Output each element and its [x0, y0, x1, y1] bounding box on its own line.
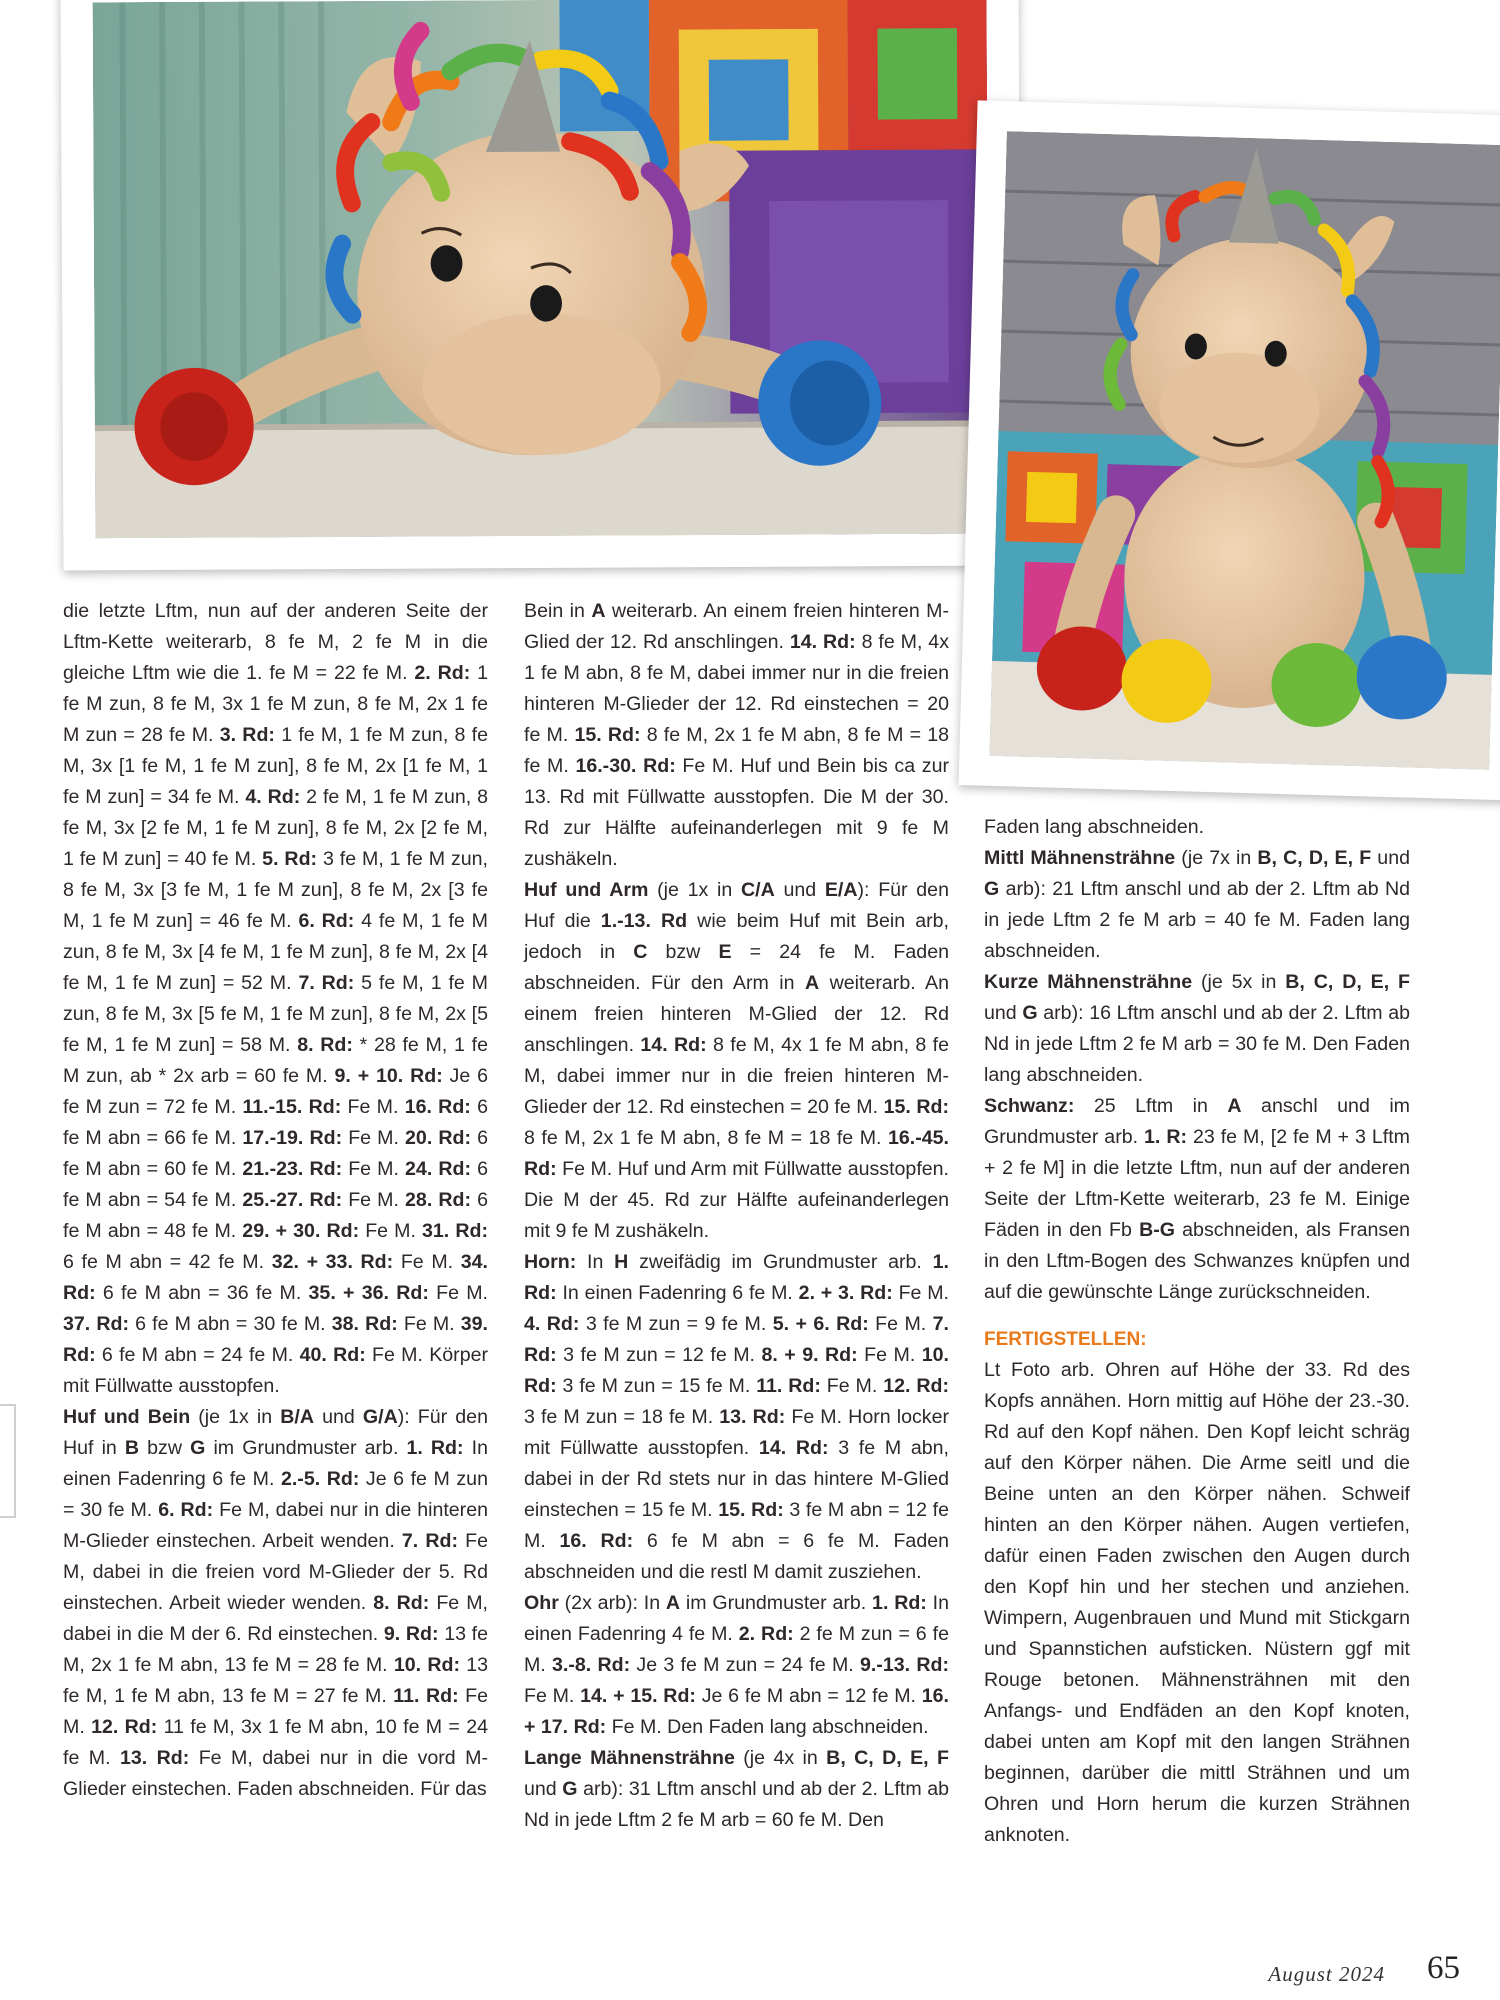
page-number: 65 — [1427, 1950, 1460, 1986]
unicorn-lying-illustration — [93, 0, 990, 538]
section-kurze-maehne: Kurze Mähnensträhne (je 5x in B, C, D, E, F und G arb): 16 Lftm anschl und ab der 2. Lftm ab Nd in jede Lftm 2 fe M arb = 30 fe M. Den Faden lang abschneiden. — [984, 971, 1411, 1086]
pattern-text-body: die letzte Lftm, nun auf der anderen Seite der Lftm-Kette weiterarb, 8 fe M, 2 fe M in die gleiche Lftm wie die 1. fe M = 22 fe M. 2. Rd: 1 fe M zun, 8 fe M, 3x 1 fe M zun, 8 fe M, 2x 1 fe M zun = 28 fe M. 3. Rd: 1 fe M, 1 fe M zun, 8 fe M, 3x [1 fe M, 1 fe M zun], 8 fe M, 2x [1 fe M, 1 fe M zun] = 34 fe M. 4. Rd: 2 fe M, 1 fe M zun, 8 fe M, 3x [2 fe M, 1 fe M zun], 8 fe M, 2x [2 fe M, 1 fe M zun] = 40 fe M. 5. Rd: 3 fe M, 1 fe M zun, 8 fe M, 3x [3 fe M, 1 fe M zun], 8 fe M, 2x [3 fe M, 1 fe M zun] = 46 fe M. 6. Rd: 4 fe M, 1 fe M zun, 8 fe M, 3x [4 fe M, 1 fe M zun], 8 fe M, 2x [4 fe M, 1 fe M zun] = 52 M. 7. Rd: 5 fe M, 1 fe M zun, 8 fe M, 3x [5 fe M, 1 fe M zun], 8 fe M, 2x [5 fe M, 1 fe M zun] = 58 M. 8. Rd: * 28 fe M, 1 fe M zun, ab * 2x arb = 60 fe M. 9. + 10. Rd: Je 6 fe M zun = 72 fe M. 11.-15. Rd: Fe M. 16. Rd: 6 fe M abn = 66 fe M. 17.-19. Rd: Fe M. 20. Rd: 6 fe M abn = 60 fe M. 21.-23. Rd: Fe M. 24. Rd: 6 fe M abn = 54 fe M. 25.-27. Rd: Fe M. 28. Rd: 6 fe M abn = 48 fe M. 29. + 30. Rd: Fe M. 31. Rd: 6 fe M abn = 42 fe M. 32. + 33. Rd: Fe M. 34. Rd: 6 fe M abn = 36 fe M. 35. + 36. Rd: Fe M. 37. Rd: 6 fe M abn = 30 fe M. 38. Rd: Fe M. 39. Rd: 6 fe M abn = 24 fe M. 40. Rd: Fe M. Körper mit Füllwatte ausstopfen. — [63, 600, 489, 1397]
main-photo — [93, 0, 990, 538]
unicorn-sitting-illustration — [989, 131, 1500, 770]
section-huf-und-arm: Huf und Arm (je 1x in C/A und E/A): Für den Huf die 1.-13. Rd wie beim Huf mit Bein arb, jedoch in C bzw E = 24 fe M. Faden abschneiden. Für den Arm in A weiterarb. An einem freien hinteren M-Glied der 12. Rd anschlingen. 14. Rd: 8 fe M, 4x 1 fe M abn, 8 fe M, dabei immer nur in die freien hinteren M-Glieder der 12. Rd einstechen = 20 fe M. 15. Rd: 8 fe M, 2x 1 fe M abn, 8 fe M = 18 fe M. 16.-45. Rd: Fe M. Huf und Arm mit Füllwatte ausstopfen. Die M der 45. Rd zur Hälfte aufeinanderlegen mit 9 fe M zushäkeln. — [524, 879, 950, 1242]
text-column-1 — [63, 596, 488, 1805]
secondary-photo — [989, 131, 1500, 770]
section-mittl-maehne: Mittl Mähnensträhne (je 7x in B, C, D, E, F und G arb): 21 Lftm anschl und ab der 2. Lftm ab Nd in jede Lftm 2 fe M arb = 40 fe M. Faden lang abschneiden. — [984, 847, 1410, 962]
section-horn: Horn: In H zweifädig im Grundmuster arb. 1. Rd: In einen Fadenring 6 fe M. 2. + 3. Rd: Fe M. 4. Rd: 3 fe M zun = 9 fe M. 5. + 6. Rd: Fe M. 7. Rd: 3 fe M zun = 12 fe M. 8. + 9. Rd: Fe M. 10. Rd: 3 fe M zun = 15 fe M. 11. Rd: Fe M. 12. Rd: 3 fe M zun = 18 fe M. 13. Rd: Fe M. Horn locker mit Füllwatte ausstopfen. 14. Rd: 3 fe M abn, dabei in der Rd stets nur in das hintere M-Glied einstechen = 15 fe M. 15. Rd: 3 fe M abn = 12 fe M. 16. Rd: 6 fe M abn = 6 fe M. Faden abschneiden und die restl M damit zusziehen. — [524, 1251, 950, 1583]
section-fertigstellen: Lt Foto arb. Ohren auf Höhe der 33. Rd des Kopfs annähen. Horn mittig auf Höhe der 23.-30. Rd auf den Kopf nähen. Den Kopf leicht schräg auf den Körper nähen. Die Arme seitl und die Beine unten an den Körper nähen. Schweif hinten an den Körper nähen. Augen vertiefen, dafür einen Faden zwischen den Augen durch den Kopf hin und her stechen und anziehen. Wimpern, Augenbrauen und Mund mit Stickgarn und Spannstichen aufsticken. Nüstern ggf mit Rouge betonen. Mähnensträhnen mit den Anfangs- und Endfäden an den Kopf knoten, dabei unten am Kopf mit den langen Strähnen beginnen, darüber die mittl Strähnen und um Ohren und Horn herum die kurzen Strähnen anknoten. — [984, 1359, 1410, 1846]
section-lange-maehne: Lange Mähnensträhne (je 4x in B, C, D, E, F und G arb): 31 Lftm anschl und ab der 2. Lftm ab Nd in jede Lftm 2 fe M arb = 60 fe M. Den — [524, 1747, 950, 1831]
section-huf-und-bein: Huf und Bein (je 1x in B/A und G/A): Für den Huf in B bzw G im Grundmuster arb. 1. Rd: In einen Fadenring 6 fe M. 2.-5. Rd: Je 6 fe M zun = 30 fe M. 6. Rd: Fe M, dabei nur in die hinteren M-Glieder einstechen. Arbeit wenden. 7. Rd: Fe M, dabei in die freien vord M-Glieder der 5. Rd einstechen. Arbeit wieder wenden. 8. Rd: Fe M, dabei in die M der 6. Rd einstechen. 9. Rd: 13 fe M, 2x 1 fe M abn, 13 fe M = 28 fe M. 10. Rd: 13 fe M, 1 fe M abn, 13 fe M = 27 fe M. 11. Rd: Fe M. 12. Rd: 11 fe M, 3x 1 fe M abn, 10 fe M = 24 fe M. 13. Rd: Fe M, dabei nur in die vord M-Glieder einstechen. Faden abschneiden. Für das — [63, 1406, 489, 1800]
secondary-photo-frame — [959, 100, 1500, 800]
text-column-2 — [524, 596, 949, 1836]
main-photo-frame — [60, 0, 1021, 571]
issue-date: August 2024 — [1268, 1962, 1385, 1986]
section-schwanz: Schwanz: 25 Lftm in A anschl und im Grundmuster arb. 1. R: 23 fe M, [2 fe M + 3 Lftm + 2 fe M] in die letzte Lftm, nun auf der anderen Seite der Lftm-Kette weiterarb, 23 fe M. Einige Fäden in den Fb B-G abschneiden, als Fransen in den Lftm-Bogen des Schwanzes knüpfen und auf die gewünschte Länge zurückschneiden. — [984, 1095, 1410, 1303]
heading-fertigstellen: FERTIGSTELLEN: — [984, 1329, 1147, 1350]
page-edge-tab — [0, 1404, 16, 1518]
text-column-3 — [984, 812, 1410, 1851]
section-huf-und-bein-cont: Bein in A weiterarb. An einem freien hinteren M-Glied der 12. Rd anschlingen. 14. Rd: 8 fe M, 4x 1 fe M abn, 8 fe M, dabei immer nur in die freien hinteren M-Glieder der 12. Rd einstechen = 20 fe M. 15. Rd: 8 fe M, 2x 1 fe M abn, 8 fe M = 18 fe M. 16.-30. Rd: Fe M. Huf und Bein bis ca zur 13. Rd mit Füllwatte ausstopfen. Die M der 30. Rd zur Hälfte aufeinanderlegen mit 9 fe M zushäkeln. — [524, 600, 950, 870]
section-ohr: Ohr (2x arb): In A im Grundmuster arb. 1. Rd: In einen Fadenring 4 fe M. 2. Rd: 2 fe M zun = 6 fe M. 3.-8. Rd: Je 3 fe M zun = 24 fe M. 9.-13. Rd: Fe M. 14. + 15. Rd: Je 6 fe M abn = 12 fe M. 16. + 17. Rd: Fe M. Den Faden lang abschneiden. — [524, 1592, 949, 1738]
section-lange-maehne-cont: Faden lang abschneiden. — [984, 816, 1205, 838]
